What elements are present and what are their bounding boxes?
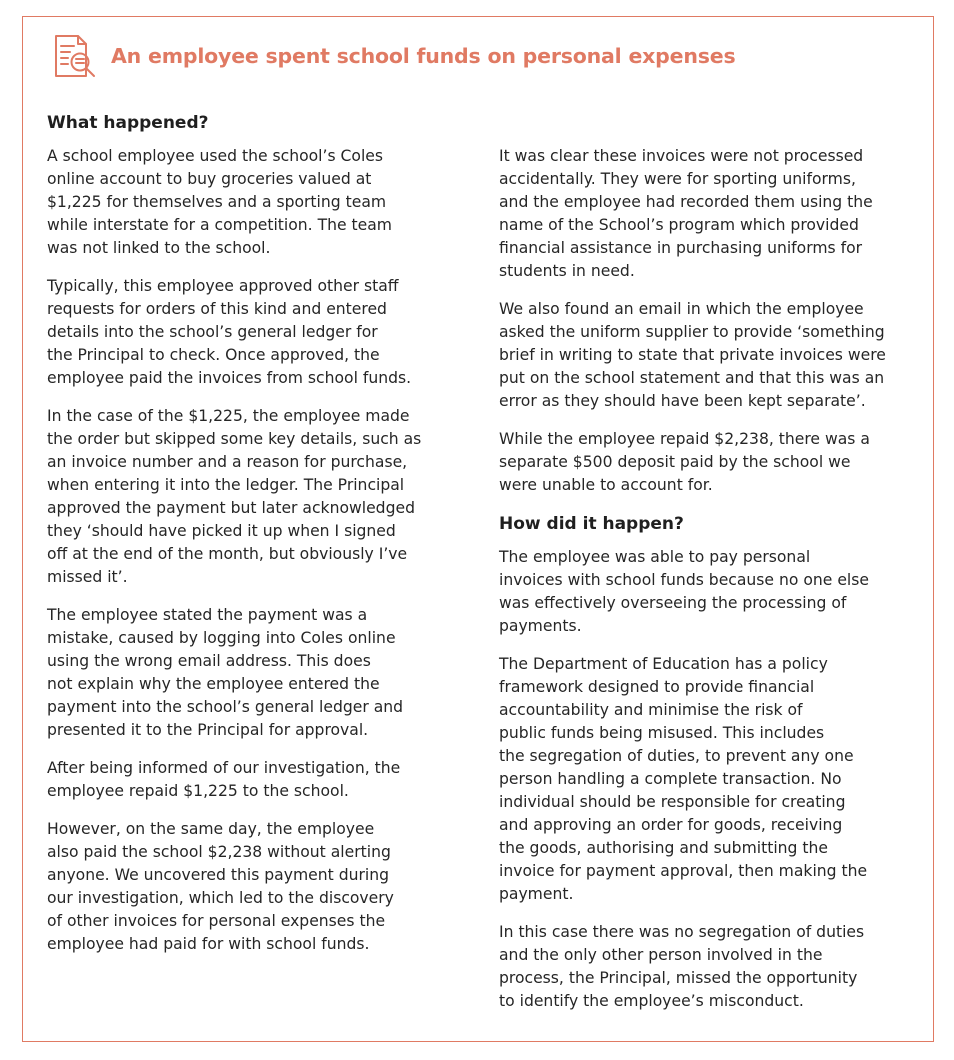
paragraph: It was clear these invoices were not processed accidentally. They were for sporting uniforms, and the employee had recorded them using the name of the School’s program which provided financial assistance in purchasing uniforms for students in need. (499, 147, 873, 280)
page-title: An employee spent school funds on personal expenses (111, 44, 736, 68)
paragraph: The Department of Education has a policy framework designed to provide financial accountability and minimise the risk of public funds being misused. This includes the segregation of duties, to prevent any one person handling a complete transaction. No individual should be responsible for creating and approving an order for goods, receiving the goods, authorising and submitting the invoice for payment approval, then making the payment. (499, 655, 868, 903)
paragraph: In the case of the $1,225, the employee made the order but skipped some key details, such as an invoice number and a reason for purchase, when entering it into the ledger. The Principal approved the payment but later acknowledged they ‘should have picked it up when I signed off at the end of the month, but obviously I’ve missed it’. (47, 407, 422, 586)
paragraph: In this case there was no segregation of duties and the only other person involved in the process, the Principal, missed the opportunity to identify the employee’s misconduct. (499, 923, 865, 1010)
paragraph: We also found an email in which the employee asked the uniform supplier to provide ‘something brief in writing to state that private invoices were put on the school statement and that this was an error as they should have been kept separate’. (499, 300, 886, 410)
paragraph: A school employee used the school’s Coles online account to buy groceries valued at $1,225 for themselves and a sporting team while interstate for a competition. The team was not linked to the school. (47, 147, 392, 257)
paragraph: Typically, this employee approved other staff requests for orders of this kind and entered details into the school’s general ledger for the Principal to check. Once approved, the employee paid the invoices from school funds. (47, 277, 412, 387)
section-heading-how-did-it-happen: How did it happen? (499, 514, 684, 534)
paragraph: The employee stated the payment was a mistake, caused by logging into Coles online using the wrong email address. This does not explain why the employee entered the payment into the school’s general ledger and presented it to the Principal for approval. (47, 606, 404, 739)
left-column (47, 112, 467, 971)
right-column (499, 145, 919, 1028)
paragraph: However, on the same day, the employee also paid the school $2,238 without alerting anyone. We uncovered this payment during our investigation, which led to the discovery of other invoices for personal expenses the employee had paid for with school funds. (47, 820, 394, 953)
document-magnifier-icon (52, 32, 100, 80)
paragraph: After being informed of our investigation, the employee repaid $1,225 to the school. (47, 759, 401, 800)
section-heading-what-happened: What happened? (47, 113, 209, 133)
paragraph: The employee was able to pay personal invoices with school funds because no one else was effectively overseeing the processing of payments. (499, 548, 869, 635)
paragraph: While the employee repaid $2,238, there was a separate $500 deposit paid by the school we were unable to account for. (499, 430, 870, 494)
